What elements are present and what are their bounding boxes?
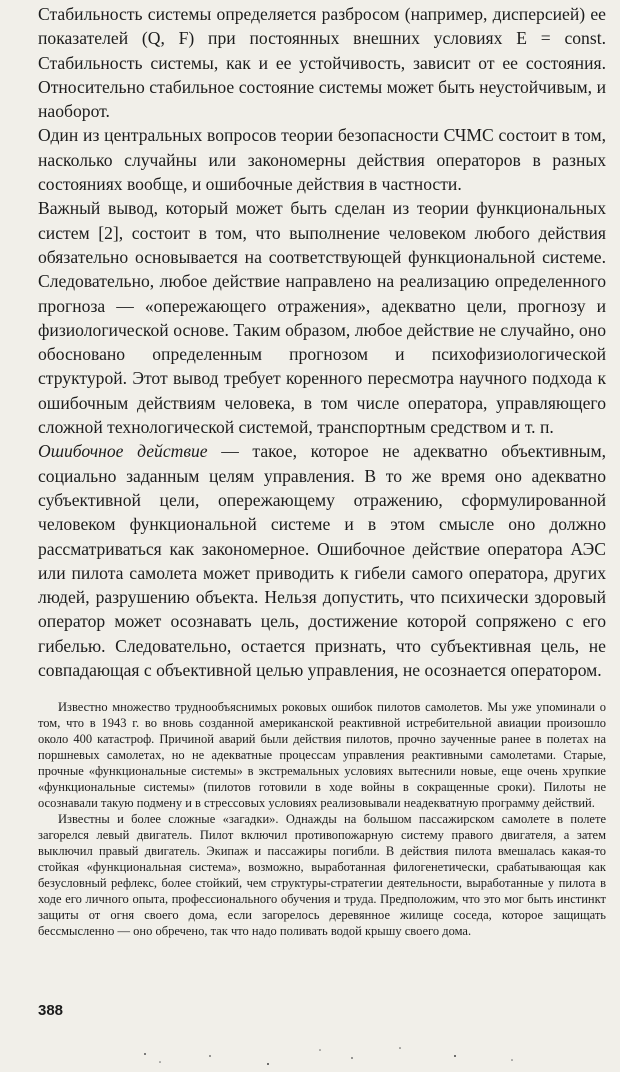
scan-specks [0,1040,620,1070]
small-paragraph-engine-fire: Известны и более сложные «загадки». Однажды на большом пассажирском самолете в полете загорелся левый двигатель. Пилот включил противопожарную систему правого двигателя, а затем выключил правый двигатель. Экипаж и пассажиры погибли. В действия пилота вмешалась какая-то стойкая «функциональная система», возможно, выработанная филогенетически, срабатывающая как безусловный рефлекс, более стойкий, чем структуры-стратегии деятельности, выработанные у пилота в ходе его личного опыта, профессионального обучения и труда. Предположим, что это мог быть инстинкт защиты от огня своего дома, если загорелось деревянное жилище соседа, которое защищать бессмысленно — оно обречено, так что надо поливать водой крышу своего дома. [38,812,606,939]
paragraph-erroneous-action-text: — такое, которое не адекватно объективным, социально заданным целям управления. В то же время оно адекватно субъективной цели, опережающему отражению, сформулированной человеком функциональной системе и в этом смысле оно должно рассматриваться как закономерное. Ошибочное действие оператора АЭС или пилота самолета может приводить к гибели самого оператора, других людей, разрушению объекта. Нельзя допустить, что психически здоровый оператор может осознавать цель, достижение которой сопряжено с его гибелью. Следовательно, остается признать, что субъективная цель, не совпадающая с объективной целью управления, не осознается оператором. [38,441,606,681]
paragraph-safety-question: Один из центральных вопросов теории безопасности СЧМС состоит в том, насколько случайны или закономерны действия операторов в разных состояниях вообще, и ошибочные действия в частности. [38,125,606,195]
paragraph-erroneous-action [38,439,606,682]
page-number: 388 [38,1002,64,1019]
term-erroneous-action: Ошибочное действие [38,441,208,462]
page-content [38,2,606,939]
paragraph-stability: Стабильность системы определяется разбросом (например, дисперсией) ее показателей (Q, F) при постоянных внешних условиях E = const. Стабильность системы, как и ее устойчивость, зависит от ее состояния. Относительно стабильное состояние системы может быть неустойчивым, и наоборот. [38,4,606,122]
paragraph-functional-systems: Важный вывод, который может быть сделан из теории функциональных систем [2], состоит в том, что выполнение человеком любого действия обязательно основывается на соответствующей функциональной системе. Следовательно, любое действие направлено на реализацию определенного прогноза — «опережающего отражения», адекватно цели, прогнозу и физиологической основе. Таким образом, любое действие не случайно, оно обосновано определенным прогнозом и психофизиологической структурой. Этот вывод требует коренного пересмотра научного подхода к ошибочным действиям человека, в том числе оператора, управляющего сложной технологической системой, транспортным средством и т. п. [38,198,606,438]
small-print-section [38,699,606,939]
main-text [38,2,606,682]
small-paragraph-pilot-errors: Известно множество труднообъяснимых роковых ошибок пилотов самолетов. Мы уже упоминали о том, что в 1943 г. во вновь созданной американской реактивной истребительной авиации произошло около 400 катастроф. Причиной аварий были действия пилотов, прочно заученные ранее в полетах на поршневых самолетах, но не адекватные процессам управления реактивными самолетами. Старые, прочные «функциональные системы» в экстремальных условиях вытеснили новые, еще очень хрупкие «функциональные системы» (пилотов готовили в ходе войны в сокращенные сроки). Пилоты не осознавали такую подмену и в стрессовых условиях реализовывали неадекватную программу действий. [38,700,606,811]
